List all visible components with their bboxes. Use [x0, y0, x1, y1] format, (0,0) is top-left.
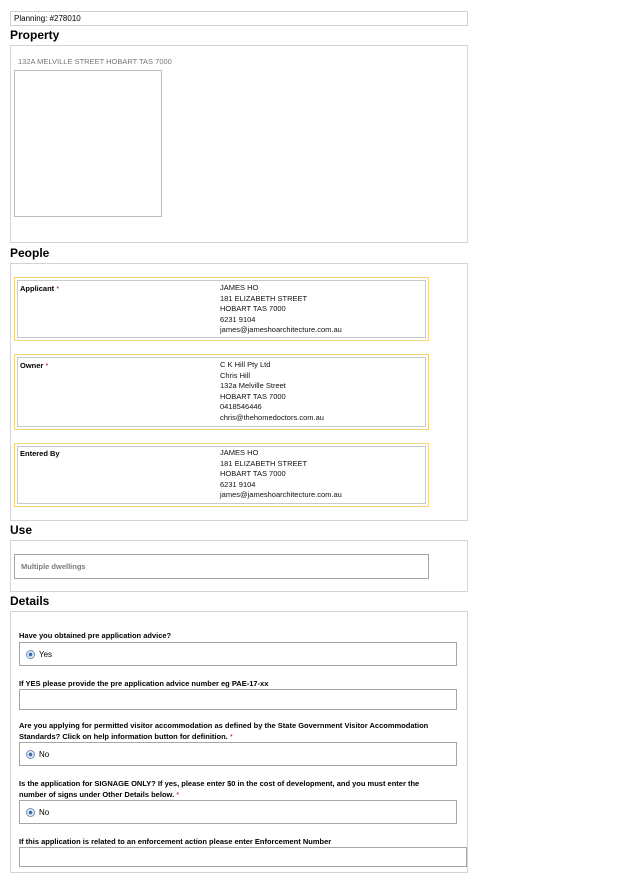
use-field[interactable]: Multiple dwellings [14, 554, 429, 579]
applicant-details: JAMES HO 181 ELIZABETH STREET HOBART TAS 7000 6231 9104 james@jameshoarchitecture.com.au [220, 283, 342, 334]
details-heading: Details [10, 594, 50, 608]
entered-by-label: Entered By [20, 449, 60, 458]
pre-application-advice-question: Have you obtained pre application advice? [19, 631, 172, 640]
radio-selected-icon[interactable] [26, 750, 35, 759]
required-marker: * [45, 361, 49, 370]
required-marker: * [176, 789, 180, 799]
signage-only-answer: No [39, 807, 50, 817]
enforcement-number-input[interactable] [19, 847, 467, 867]
entered-by-details: JAMES HO 181 ELIZABETH STREET HOBART TAS 7000 6231 9104 james@jameshoarchitecture.com.au [220, 448, 342, 499]
pre-application-advice-field[interactable] [19, 642, 457, 666]
signage-only-question: Is the application for SIGNAGE ONLY? If yes, please enter $0 in the cost of development, and you must enter the number of signs under Other Details below. * [19, 779, 420, 799]
applicant-label: Applicant * [20, 284, 60, 293]
required-marker: * [56, 284, 60, 293]
owner-label: Owner * [20, 361, 49, 370]
property-heading: Property [10, 28, 60, 42]
pre-application-number-input[interactable] [19, 689, 457, 710]
radio-selected-icon[interactable] [26, 650, 35, 659]
visitor-accommodation-question: Are you applying for permitted visitor accommodation as defined by the State Government Visitor Accommodation Standards? Click on help information button for definition. * [19, 721, 429, 741]
property-address: 132A MELVILLE STREET HOBART TAS 7000 [18, 57, 172, 66]
pre-application-number-question: If YES please provide the pre application advice number eg PAE-17-xx [19, 679, 269, 688]
entered-by-email: james@jameshoarchitecture.com.au [220, 490, 342, 499]
required-marker: * [229, 731, 233, 741]
applicant-email: james@jameshoarchitecture.com.au [220, 325, 342, 334]
enforcement-number-question: If this application is related to an enforcement action please enter Enforcement Number [19, 837, 332, 846]
pre-application-advice-answer: Yes [39, 649, 53, 659]
planning-reference-bar: Planning: #278010 [10, 11, 468, 26]
visitor-accommodation-field[interactable] [19, 742, 457, 766]
radio-selected-icon[interactable] [26, 808, 35, 817]
use-heading: Use [10, 523, 33, 537]
people-heading: People [10, 246, 50, 260]
signage-only-field[interactable] [19, 800, 457, 824]
property-map [14, 70, 162, 217]
visitor-accommodation-answer: No [39, 749, 50, 759]
owner-email: chris@thehomedoctors.com.au [220, 412, 324, 422]
owner-details: C K Hill Pty Ltd Chris Hill 132a Melville Street HOBART TAS 7000 0418546446 chris@thehomedoctors.com.au [220, 360, 324, 422]
